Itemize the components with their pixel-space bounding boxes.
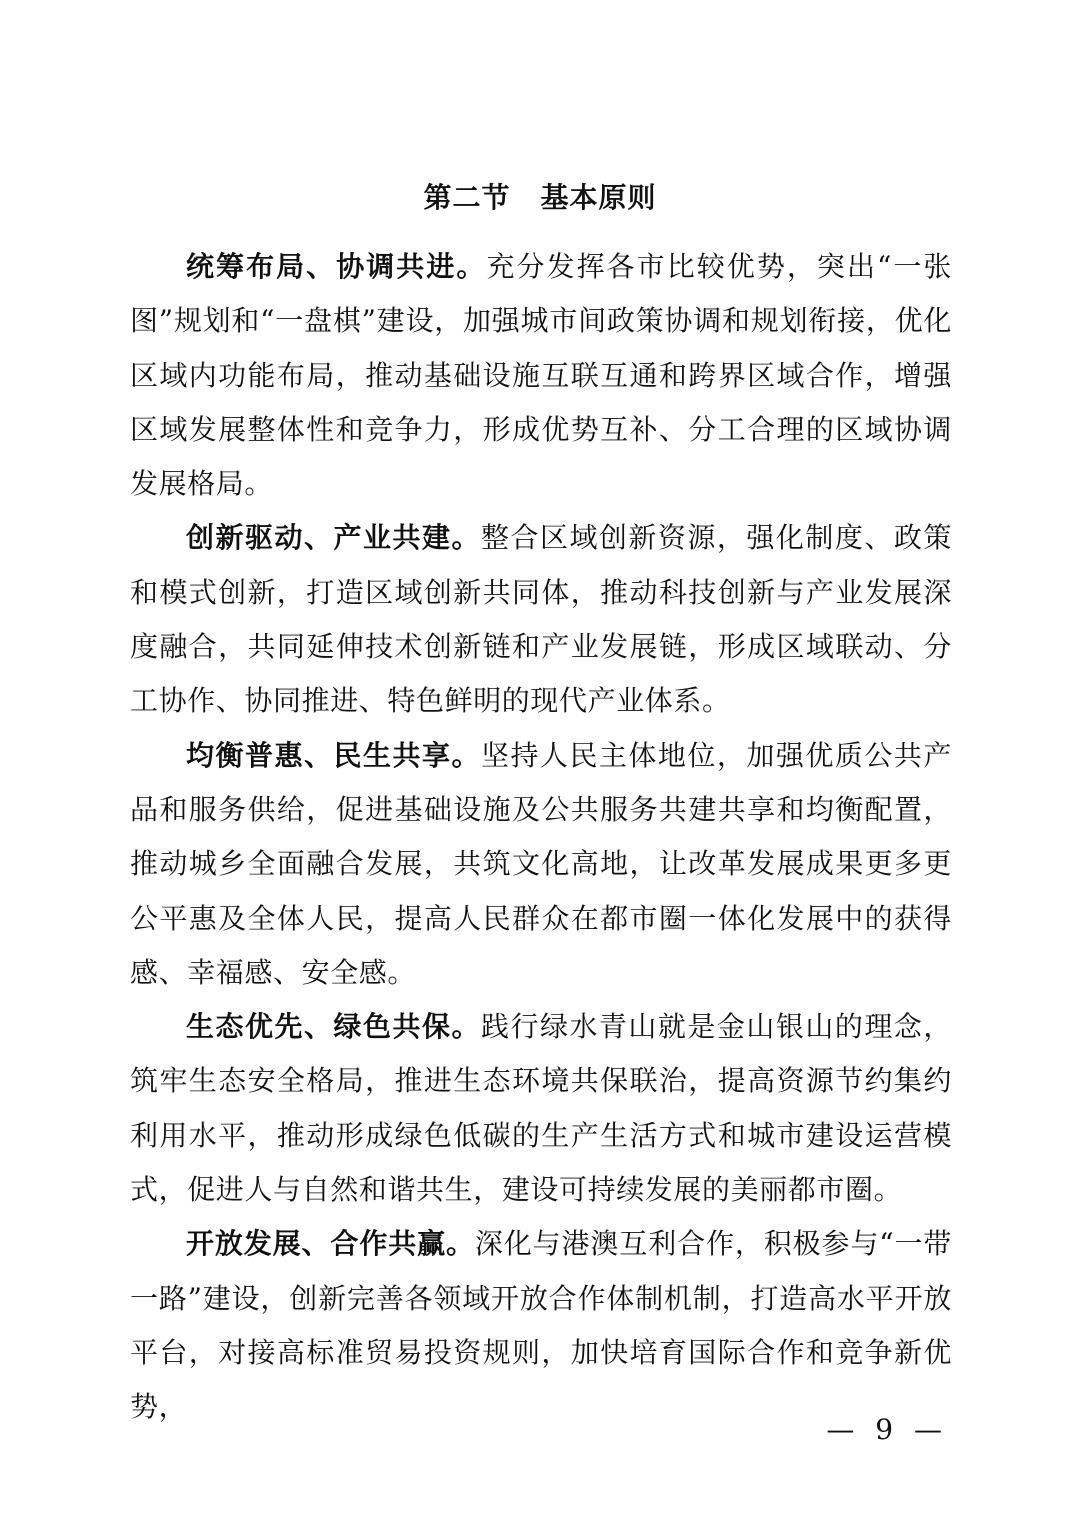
- document-body: [130, 240, 952, 1435]
- paragraph-lead: 开放发展、合作共赢。: [186, 1227, 475, 1261]
- section-number: 第二节: [423, 181, 511, 214]
- paragraph-text: 整合区域创新资源，强化制度、政策和模式创新，打造区域创新共同体，推动科技创新与产业发展深度融合，共同延伸技术创新链和产业发展链，形成区域联动、分工协作、协同推进、特色鲜明的现代产业体系。: [130, 521, 952, 718]
- paragraph-shared-livelihood: [130, 729, 952, 1000]
- paragraph-innovation-driven: [130, 511, 952, 728]
- paragraph-text: 深化与港澳互利合作，积极参与“一带一路”建设，创新完善各领域开放合作体制机制，打造高水平开放平台，对接高标准贸易投资规则，加快培育国际合作和竞争新优势，: [130, 1227, 952, 1424]
- paragraph-lead: 均衡普惠、民生共享。: [186, 738, 481, 772]
- paragraph-ecology-first: [130, 1000, 952, 1217]
- page-number: — 9 —: [826, 1413, 948, 1446]
- paragraph-lead: 创新驱动、产业共建。: [186, 521, 481, 555]
- paragraph-text: 充分发挥各市比较优势，突出“一张图”规划和“一盘棋”建设，加强城市间政策协调和规划衔接，优化区域内功能布局，推动基础设施互联互通和跨界区域合作，增强区域发展整体性和竞争力，形成优势互补、分工合理的区域协调发展格局。: [130, 250, 952, 501]
- paragraph-coordinated-layout: [130, 240, 952, 511]
- paragraph-lead: 生态优先、绿色共保。: [186, 1010, 481, 1044]
- paragraph-open-development: [130, 1217, 952, 1434]
- paragraph-lead: 统筹布局、协调共进。: [186, 250, 487, 283]
- section-title: 基本原则: [540, 181, 657, 214]
- section-heading: [0, 176, 1080, 216]
- paragraph-text: 践行绿水青山就是金山银山的理念，筑牢生态安全格局，推进生态环境共保联治，提高资源节约集约利用水平，推动形成绿色低碳的生产生活方式和城市建设运营模式，促进人与自然和谐共生，建设可持续发展的美丽都市圈。: [130, 1010, 952, 1207]
- paragraph-text: 坚持人民主体地位，加强优质公共产品和服务供给，促进基础设施及公共服务共建共享和均衡配置，推动城乡全面融合发展，共筑文化高地，让改革发展成果更多更公平惠及全体人民，提高人民群众在都市圈一体化发展中的获得感、幸福感、安全感。: [130, 738, 952, 989]
